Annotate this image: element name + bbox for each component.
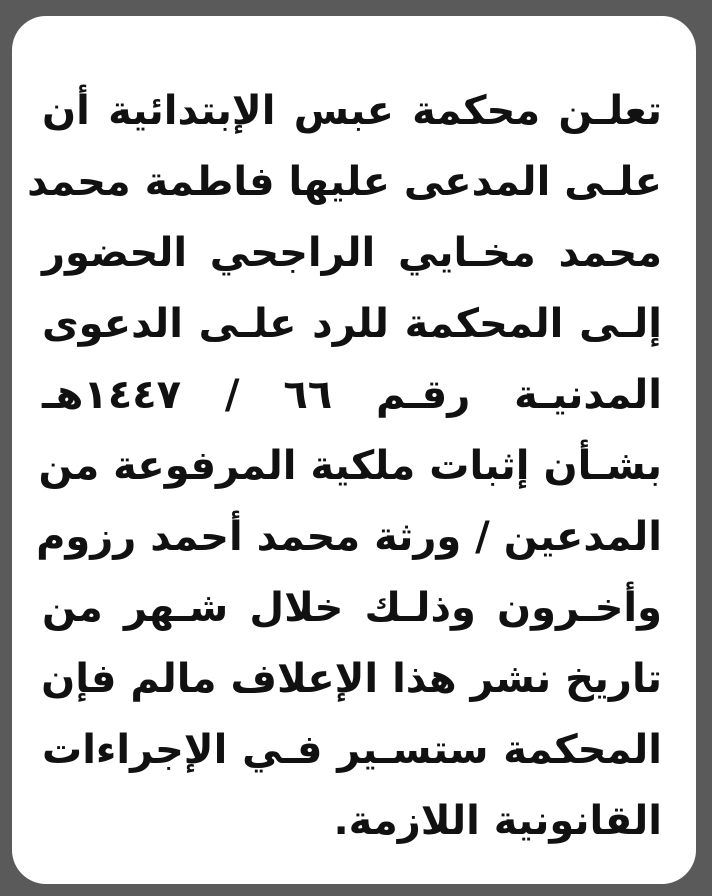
notice-line: محمد مخـايي الراجحي الحضور — [42, 230, 662, 276]
notice-line: المدنيـة رقـم ٦٦ / ١٤٤٧هـ — [42, 372, 662, 418]
notice-line: بشـأن إثبات ملكية المرفوعة من — [38, 443, 662, 489]
notice-card — [12, 16, 696, 884]
notice-body — [27, 76, 662, 857]
notice-line: المدعين / ورثة محمد أحمد رزوم — [36, 514, 662, 560]
notice-line: تعلـن محكمة عبس الإبتدائية أن — [42, 88, 662, 134]
notice-line: علـى المدعى عليها فاطمة محمد — [27, 159, 662, 205]
notice-line: القانونية اللازمة. — [333, 798, 662, 844]
notice-line: المحكمة ستسـير فـي الإجراءات — [42, 727, 662, 773]
notice-line: وأخـرون وذلـك خلال شـهر من — [42, 585, 662, 631]
notice-line: إلـى المحكمة للرد علـى الدعوى — [42, 301, 662, 347]
notice-line: تاريخ نشر هذا الإعلاف مالم فإن — [41, 656, 662, 702]
